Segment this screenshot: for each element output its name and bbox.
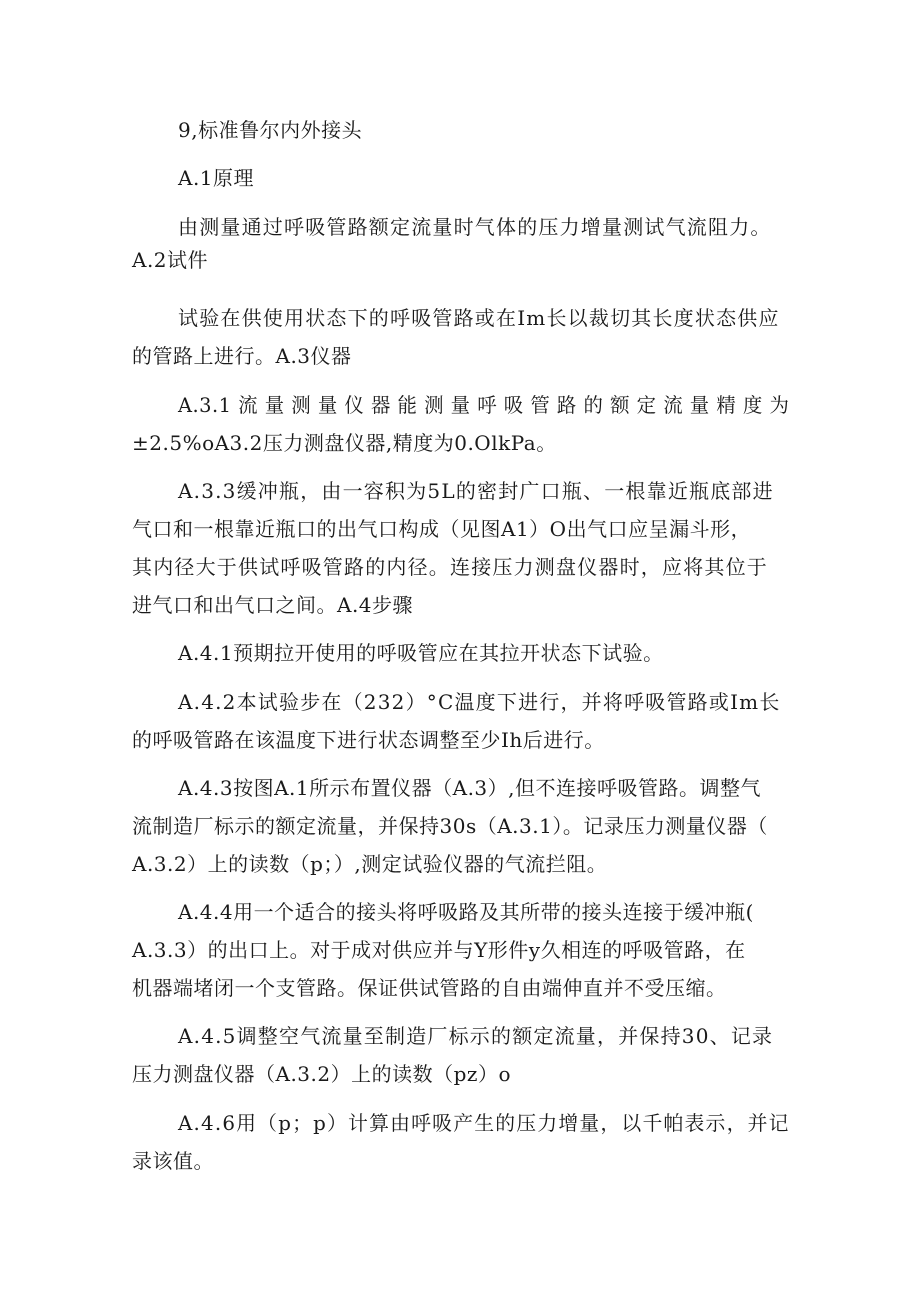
heading-a1-principle: A.1原理 [178, 166, 255, 190]
paragraph-line: 录该值。 [132, 1149, 214, 1173]
paragraph-line: 的管路上进行。A.3仪器 [132, 344, 352, 368]
paragraph-line: 由测量通过呼吸管路额定流量时气体的压力增量测试气流阻力。 [178, 215, 772, 239]
paragraph-line: A.3.2）上的读数（p；）,测定试验仪器的气流拦阻。 [132, 852, 608, 876]
paragraph-line: A.3.1 流 量 测 量 仪 器 能 测 量 呼 吸 管 路 的 额 定 流 量 精 度 为 [178, 393, 790, 417]
paragraph-line: A.3.3）的出口上。对于成对供应并与Y形件y久相连的呼吸管路，在 [132, 938, 746, 962]
paragraph-line: ±2.5%oA3.2压力测盘仪器,精度为0.OlkPa。 [132, 431, 557, 455]
paragraph-line: A.4.3按图A.1所示布置仪器（A.3）,但不连接呼吸管路。调整气 [178, 776, 762, 800]
paragraph-line: A.4.2本试验步在（232）°C温度下进行，并将呼吸管路或Im长 [178, 690, 781, 714]
paragraph-line: 试验在供使用状态下的呼吸管路或在Im长以裁切其长度状态供应 [178, 306, 780, 330]
paragraph-line: A.3.3缓冲瓶，由一容积为5L的密封广口瓶、一根靠近瓶底部进 [178, 479, 774, 503]
paragraph-line: 压力测盘仪器（A.3.2）上的读数（pz）o [132, 1062, 511, 1086]
heading-a2-specimen: A.2试件 [132, 248, 209, 272]
paragraph-line: A.4.5调整空气流量至制造厂标示的额定流量，并保持30、记录 [178, 1024, 774, 1048]
paragraph-line: 其内径大于供试呼吸管路的内径。连接压力测盘仪器时，应将其位于 [132, 555, 768, 579]
paragraph-line: A.4.6用（p；p）计算由呼吸产生的压力增量，以千帕表示，并记 [178, 1111, 790, 1135]
paragraph-line: 的呼吸管路在该温度下进行状态调整至少Ih后进行。 [132, 728, 605, 752]
paragraph-line: 气口和一根靠近瓶口的出气口构成（见图A1）O出气口应呈漏斗形， [132, 517, 752, 541]
paragraph-line: A.4.1预期拉开使用的呼吸管应在其拉开状态下试验。 [178, 641, 664, 665]
paragraph-line: A.4.4用一个适合的接头将呼吸路及其所带的接头连接于缓冲瓶( [178, 900, 754, 924]
paragraph-line: 进气口和出气口之间。A.4步骤 [132, 593, 414, 617]
paragraph-line: 流制造厂标示的额定流量，并保持30s（A.3.1）。记录压力测量仪器（ [132, 814, 768, 838]
section-heading-luer: 9,标准鲁尔内外接头 [178, 118, 363, 142]
paragraph-line: 机器端堵闭一个支管路。保证供试管路的自由端伸直并不受压缩。 [132, 976, 727, 1000]
